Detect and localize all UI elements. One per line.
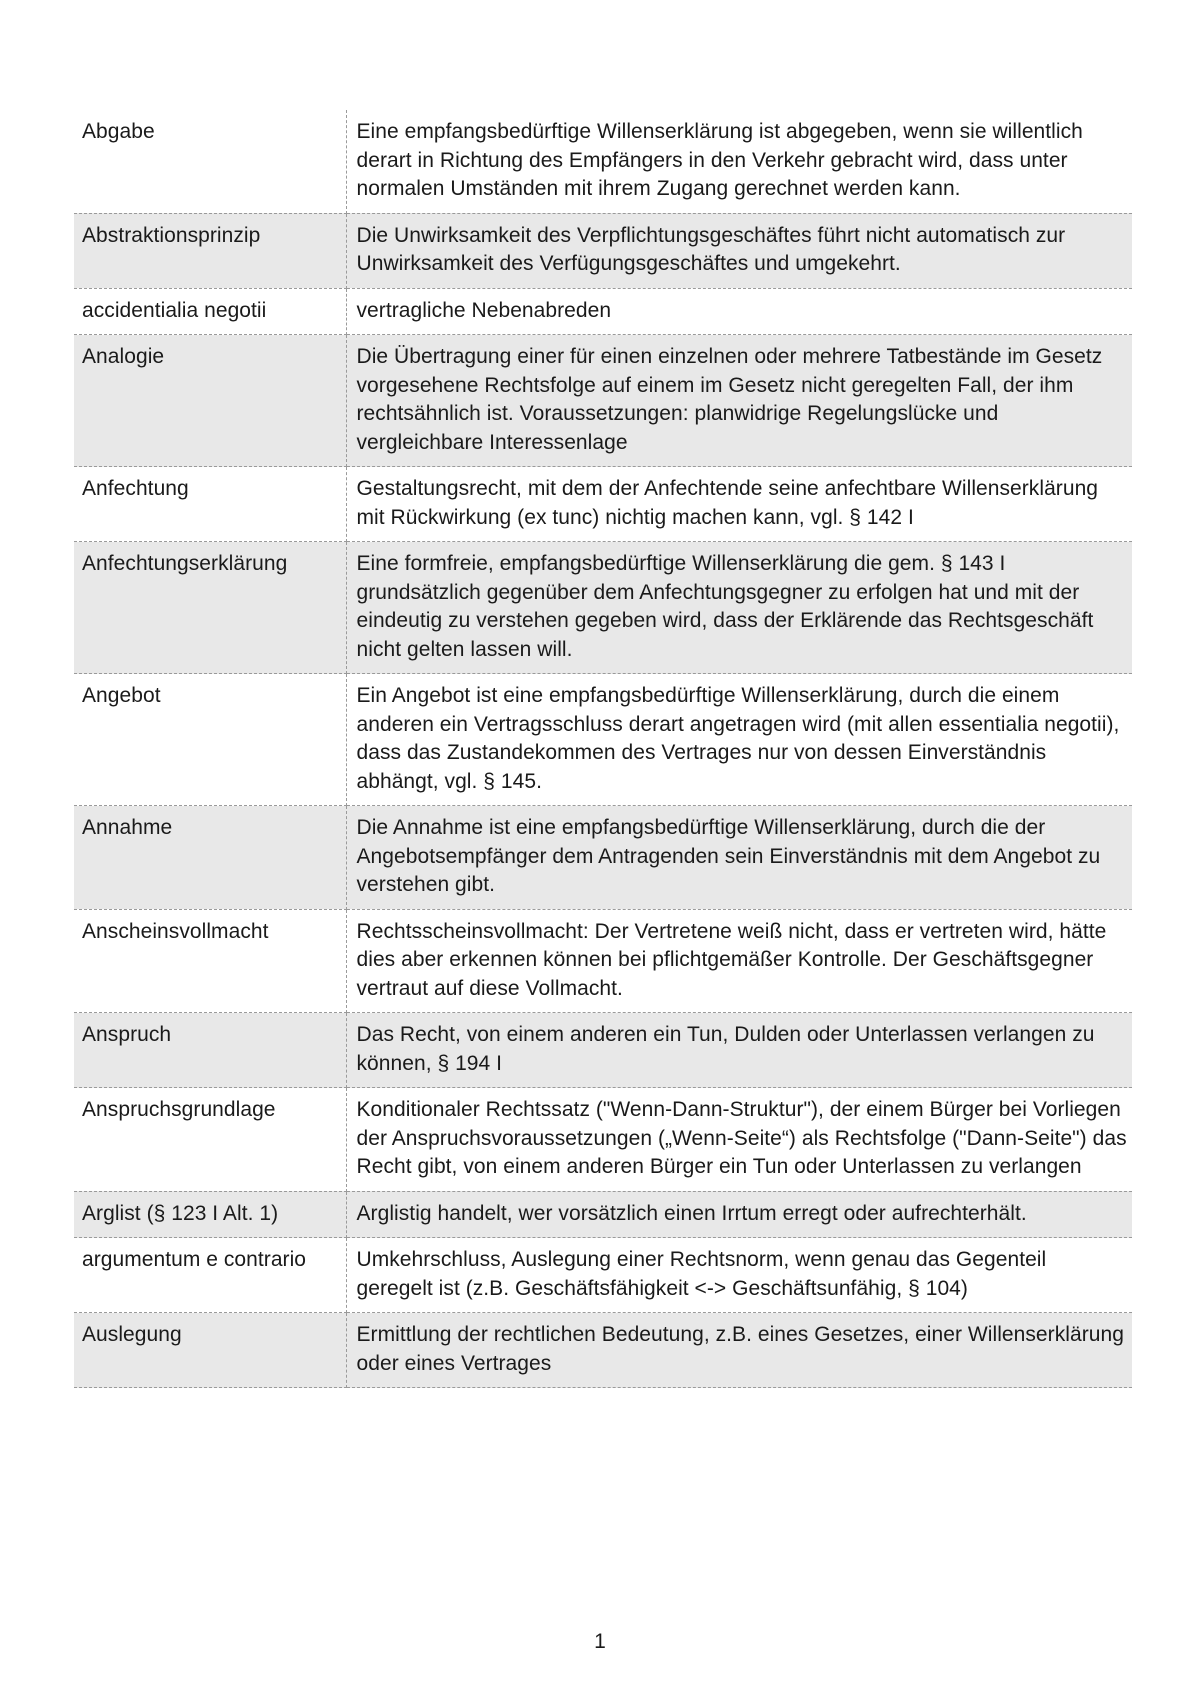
glossary-definition: vertragliche Nebenabreden bbox=[346, 288, 1132, 335]
glossary-row bbox=[74, 1088, 1132, 1192]
glossary-definition: Das Recht, von einem anderen ein Tun, Dulden oder Unterlassen verlangen zu können, § 194 I bbox=[346, 1013, 1132, 1088]
glossary-row bbox=[74, 288, 1132, 335]
glossary-row bbox=[74, 674, 1132, 806]
glossary-term: Abgabe bbox=[74, 110, 346, 213]
glossary-term: Anspruch bbox=[74, 1013, 346, 1088]
glossary-term: argumentum e contrario bbox=[74, 1238, 346, 1313]
glossary-term: Anfechtungserklärung bbox=[74, 542, 346, 674]
glossary-definition: Umkehrschluss, Auslegung einer Rechtsnorm, wenn genau das Gegenteil geregelt ist (z.B. Geschäftsfähigkeit <-> Geschäftsunfähig, § 104) bbox=[346, 1238, 1132, 1313]
glossary-row bbox=[74, 1191, 1132, 1238]
glossary-definition: Die Unwirksamkeit des Verpflichtungsgeschäftes führt nicht automatisch zur Unwirksamkeit des Verfügungsgeschäftes und umgekehrt. bbox=[346, 213, 1132, 288]
glossary-term: Anscheinsvollmacht bbox=[74, 909, 346, 1013]
glossary-definition: Ein Angebot ist eine empfangsbedürftige Willenserklärung, durch die einem anderen ein Vertragsschluss derart angetragen wird (mit allen essentialia negotii), dass das Zustandekommen des Vertrages nur von dessen Einverständnis abhängt, vgl. § 145. bbox=[346, 674, 1132, 806]
glossary-definition: Die Übertragung einer für einen einzelnen oder mehrere Tatbestände im Gesetz vorgesehene Rechtsfolge auf einem im Gesetz nicht geregelten Fall, der ihm rechtsähnlich ist. Voraussetzungen: planwidrige Regelungslücke und vergleichbare Interessenlage bbox=[346, 335, 1132, 467]
glossary-term: Anspruchsgrundlage bbox=[74, 1088, 346, 1192]
glossary-term: Anfechtung bbox=[74, 467, 346, 542]
glossary-row bbox=[74, 909, 1132, 1013]
glossary-definition: Eine empfangsbedürftige Willenserklärung ist abgegeben, wenn sie willentlich derart in Richtung des Empfängers in den Verkehr gebracht wird, dass unter normalen Umständen mit ihrem Zugang gerechnet werden kann. bbox=[346, 110, 1132, 213]
glossary-term: Angebot bbox=[74, 674, 346, 806]
page-number: 1 bbox=[594, 1630, 606, 1653]
glossary-body bbox=[74, 110, 1132, 1388]
glossary-definition: Ermittlung der rechtlichen Bedeutung, z.B. eines Gesetzes, einer Willenserklärung oder eines Vertrages bbox=[346, 1313, 1132, 1388]
glossary-row bbox=[74, 1313, 1132, 1388]
glossary-definition: Rechtsscheinsvollmacht: Der Vertretene weiß nicht, dass er vertreten wird, hätte dies aber erkennen können bei pflichtgemäßer Kontrolle. Der Geschäftsgegner vertraut auf diese Vollmacht. bbox=[346, 909, 1132, 1013]
glossary-row bbox=[74, 1238, 1132, 1313]
glossary-definition: Gestaltungsrecht, mit dem der Anfechtende seine anfechtbare Willenserklärung mit Rückwirkung (ex tunc) nichtig machen kann, vgl. § 142 I bbox=[346, 467, 1132, 542]
glossary-row bbox=[74, 806, 1132, 910]
glossary-row bbox=[74, 335, 1132, 467]
glossary-definition: Arglistig handelt, wer vorsätzlich einen Irrtum erregt oder aufrechterhält. bbox=[346, 1191, 1132, 1238]
glossary-term: Abstraktionsprinzip bbox=[74, 213, 346, 288]
glossary-definition: Konditionaler Rechtssatz ("Wenn-Dann-Struktur"), der einem Bürger bei Vorliegen der Anspruchsvoraussetzungen („Wenn-Seite“) als Rechtsfolge ("Dann-Seite") das Recht gibt, von einem anderen Bürger ein Tun oder Unterlassen zu verlangen bbox=[346, 1088, 1132, 1192]
glossary-row bbox=[74, 542, 1132, 674]
glossary-row bbox=[74, 1013, 1132, 1088]
glossary-term: accidentialia negotii bbox=[74, 288, 346, 335]
glossary-term: Auslegung bbox=[74, 1313, 346, 1388]
glossary-row bbox=[74, 467, 1132, 542]
glossary-term: Annahme bbox=[74, 806, 346, 910]
glossary-definition: Die Annahme ist eine empfangsbedürftige Willenserklärung, durch die der Angebotsempfänger dem Antragenden sein Einverständnis mit dem Angebot zu verstehen gibt. bbox=[346, 806, 1132, 910]
glossary-row bbox=[74, 213, 1132, 288]
glossary-table bbox=[74, 110, 1132, 1388]
glossary-row bbox=[74, 110, 1132, 213]
glossary-term: Arglist (§ 123 I Alt. 1) bbox=[74, 1191, 346, 1238]
glossary-definition: Eine formfreie, empfangsbedürftige Willenserklärung die gem. § 143 I grundsätzlich gegenüber dem Anfechtungsgegner zu erfolgen hat und mit der eindeutig zu verstehen gegeben wird, dass der Erklärende das Rechtsgeschäft nicht gelten lassen will. bbox=[346, 542, 1132, 674]
glossary-term: Analogie bbox=[74, 335, 346, 467]
